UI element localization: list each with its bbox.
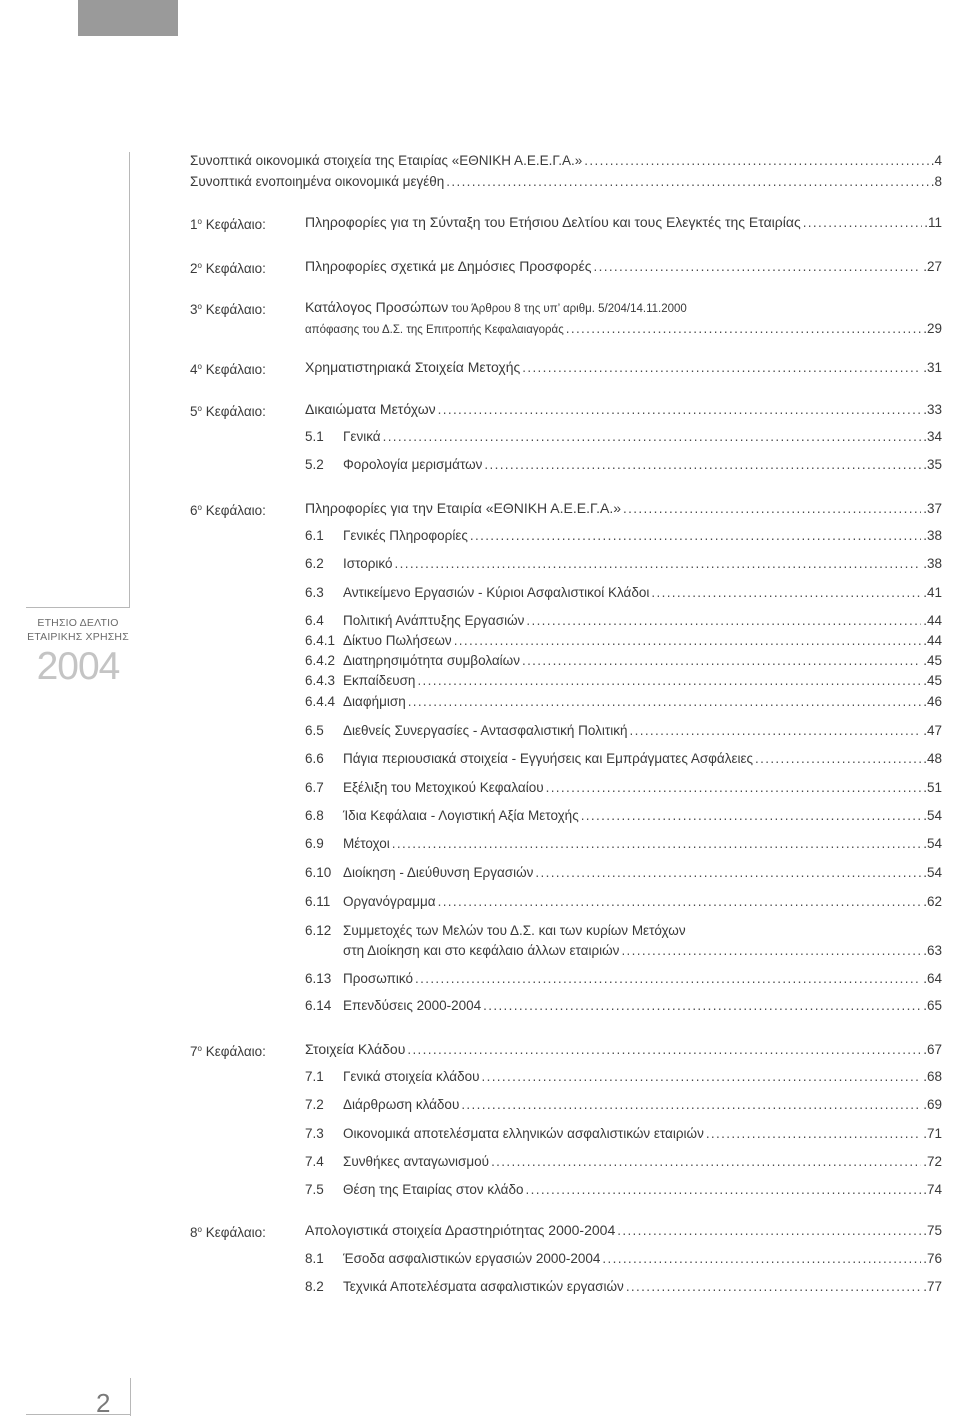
entry-page: .38 (923, 528, 942, 543)
section-title: Δίκτυο Πωλήσεων (343, 633, 452, 648)
dot-leader (438, 401, 922, 419)
report-title-line1: ΕΤΗΣΙΟ ΔΕΛΤΙΟ (37, 617, 119, 629)
section-entry[interactable] (305, 527, 942, 545)
section-title: Εξέλιξη του Μετοχικού Κεφαλαίου (343, 780, 544, 795)
section-number: 6.4.4 (305, 694, 336, 709)
chapter-title: Πληροφορίες για τη Σύνταξη του Ετήσιου Δελτίου και τους Ελεγκτές της Εταιρίας (305, 214, 801, 230)
entry-page: .41 (923, 585, 942, 600)
section-number: 6.4.2 (305, 653, 336, 668)
entry-page: .31 (923, 360, 942, 375)
section-entry[interactable] (305, 456, 942, 474)
entry-page: .67 (923, 1042, 942, 1057)
chapter-word: Κεφάλαιο: (201, 217, 266, 232)
section-title[interactable] (305, 922, 686, 940)
section-title: Πολιτική Ανάπτυξης Εργασιών (343, 613, 525, 628)
report-title-line2: ΕΤΑΙΡΙΚΗΣ ΧΡΗΣΗΣ (27, 631, 129, 643)
section-number: 6.12 (305, 923, 332, 938)
dot-leader (461, 1096, 921, 1114)
dot-leader (522, 652, 921, 670)
dot-leader (482, 1068, 922, 1086)
section-title: Διαφήμιση (343, 694, 406, 709)
entry-title: Συνοπτικά οικονομικά στοιχεία της Εταιρίας «ΕΘΝΙΚΗ Α.Ε.Ε.Γ.Α.» (190, 153, 583, 168)
section-entry[interactable] (305, 970, 942, 988)
section-title: Οικονομικά αποτελέσματα ελληνικών ασφαλιστικών εταιριών (343, 1126, 704, 1141)
dot-leader (484, 456, 921, 474)
dot-leader (408, 693, 922, 711)
chapter-word: Κεφάλαιο: (201, 503, 266, 518)
section-title: Οργανόγραμμα (343, 894, 436, 909)
entry-page: .63 (923, 943, 942, 958)
dot-leader (602, 1250, 921, 1268)
chapter-title[interactable] (305, 298, 687, 318)
chapter-label (190, 1221, 266, 1242)
section-title: Τεχνικά Αποτελέσματα ασφαλιστικών εργασιών (343, 1279, 624, 1294)
chapter-word: Κεφάλαιο: (201, 404, 266, 419)
section-entry[interactable] (305, 693, 942, 711)
section-number: 6.7 (305, 780, 324, 795)
chapter-ordinal: ο (197, 362, 202, 371)
chapter-label (190, 213, 266, 234)
section-title: Ίδια Κεφάλαια - Λογιστική Αξία Μετοχής (343, 808, 579, 823)
section-title: Έσοδα ασφαλιστικών εργασιών 2000-2004 (343, 1251, 601, 1266)
entry-page: .33 (923, 402, 942, 417)
entry-page: .75 (923, 1223, 942, 1238)
dot-leader (706, 1125, 921, 1143)
entry-page: .29 (923, 321, 942, 336)
dot-leader (626, 1278, 921, 1296)
section-number: 6.10 (305, 865, 332, 880)
section-number: 7.1 (305, 1069, 324, 1084)
dot-leader (526, 1181, 922, 1199)
section-title: Διατηρησιμότητα συμβολαίων (343, 653, 520, 668)
section-title: Μέτοχοι (343, 836, 390, 851)
section-title: Διεθνείς Συνεργασίες - Αντασφαλιστική Πολιτική (343, 723, 628, 738)
section-title: Πάγια περιουσιακά στοιχεία - Εγγυήσεις και Εμπράγματες Ασφάλειες (343, 751, 754, 766)
section-entry[interactable] (305, 555, 942, 573)
section-entry[interactable] (305, 807, 942, 825)
section-entry[interactable] (305, 584, 942, 602)
section-number: 8.2 (305, 1279, 324, 1294)
chapter-number: 5 (190, 404, 198, 419)
section-number: 6.3 (305, 585, 324, 600)
section-title-text: Συμμετοχές των Μελών του Δ.Σ. και των κυρίων Μετόχων (343, 923, 686, 938)
chapter-number: 1 (190, 217, 198, 232)
entry-page: .37 (923, 501, 942, 516)
section-number: 6.13 (305, 971, 332, 986)
section-number: 6.4 (305, 613, 324, 628)
entry-page: .44 (923, 613, 942, 628)
section-title: Εκπαίδευση (343, 673, 416, 688)
section-title: Θέση της Εταιρίας στον κλάδο (343, 1182, 524, 1197)
section-entry[interactable] (305, 612, 942, 630)
chapter-word: Κεφάλαιο: (201, 261, 266, 276)
entry-page: .71 (923, 1126, 942, 1141)
dot-leader (483, 997, 921, 1015)
chapter-ordinal: ο (197, 302, 202, 311)
dot-leader (470, 527, 921, 545)
dot-leader (392, 835, 921, 853)
section-title-continued: στη Διοίκηση και στο κεφάλαιο άλλων εταιριών (343, 943, 620, 958)
chapter-title: Δικαιώματα Μετόχων (305, 401, 436, 417)
section-entry[interactable] (305, 864, 942, 882)
entry-page: .62 (923, 894, 942, 909)
section-number: 5.1 (305, 429, 324, 444)
chapter-title-main: Κατάλογος Προσώπων (305, 299, 449, 315)
chapter-number: 7 (190, 1044, 198, 1059)
dot-leader (491, 1153, 921, 1171)
dot-leader (395, 555, 922, 573)
chapter-entry[interactable] (305, 400, 942, 418)
report-year: 2004 (36, 645, 120, 688)
section-number: 7.5 (305, 1182, 324, 1197)
dot-leader (383, 428, 922, 446)
section-entry[interactable] (305, 893, 942, 911)
entry-page: .34 (923, 429, 942, 444)
section-title: Αντικείμενο Εργασιών - Κύριοι Ασφαλιστικοί Κλάδοι (343, 585, 650, 600)
dot-leader (417, 672, 921, 690)
section-title: Γενικά στοιχεία κλάδου (343, 1069, 480, 1084)
section-number: 6.4.1 (305, 633, 336, 648)
section-entry[interactable] (305, 835, 942, 853)
section-title: Ιστορικό (343, 556, 393, 571)
section-number: 7.2 (305, 1097, 324, 1112)
section-number: 6.14 (305, 998, 332, 1013)
chapter-label (190, 358, 266, 379)
chapter-title: Πληροφορίες σχετικά με Δημόσιες Προσφορές (305, 258, 592, 274)
chapter-title: Πληροφορίες για την Εταιρία «ΕΘΝΙΚΗ Α.Ε.Ε.Γ.Α.» (305, 500, 622, 516)
entry-page: .76 (923, 1251, 942, 1266)
dot-leader (651, 584, 921, 602)
entry-page: .54 (923, 808, 942, 823)
chapter-title-continued: απόφασης του Δ.Σ. της Επιτροπής Κεφαλαιαγοράς (305, 324, 564, 336)
section-entry[interactable] (305, 428, 942, 446)
section-title: Γενικά (343, 429, 381, 444)
entry-page: .46 (923, 694, 942, 709)
section-entry[interactable] (305, 1278, 942, 1296)
entry-page: .54 (923, 836, 942, 851)
dot-leader (803, 214, 923, 232)
section-number: 6.1 (305, 528, 324, 543)
chapter-label (190, 1040, 266, 1061)
chapter-number: 6 (190, 503, 198, 518)
chapter-number: 4 (190, 362, 198, 377)
chapter-entry[interactable] (305, 1040, 942, 1058)
dot-leader (755, 750, 921, 768)
section-title: Φορολογία μερισμάτων (343, 457, 483, 472)
entry-page: .27 (923, 259, 942, 274)
entry-page: .68 (923, 1069, 942, 1084)
section-entry[interactable] (305, 672, 942, 690)
section-entry[interactable] (305, 779, 942, 797)
section-entry[interactable] (305, 632, 942, 650)
dot-leader (526, 612, 921, 630)
section-number: 6.9 (305, 836, 324, 851)
dot-leader (454, 632, 922, 650)
chapter-ordinal: ο (197, 404, 202, 413)
dot-leader (438, 893, 922, 911)
section-entry[interactable] (305, 1068, 942, 1086)
section-number: 8.1 (305, 1251, 324, 1266)
chapter-number: 2 (190, 261, 198, 276)
dot-leader (566, 320, 921, 338)
entry-page: .8 (930, 174, 942, 189)
chapter-label (190, 400, 266, 421)
chapter-entry[interactable] (305, 499, 942, 517)
entry-page: .65 (923, 998, 942, 1013)
section-entry[interactable] (305, 1153, 942, 1171)
chapter-ordinal: ο (197, 217, 202, 226)
dot-leader (581, 807, 922, 825)
entry-page: .11 (924, 215, 942, 230)
toc-intro-entry[interactable] (190, 152, 942, 170)
chapter-title: Στοιχεία Κλάδου (305, 1041, 406, 1057)
chapter-title: Χρηματιστηριακά Στοιχεία Μετοχής (305, 359, 521, 375)
section-entry[interactable] (305, 1096, 942, 1114)
dot-leader (630, 722, 922, 740)
dot-leader (584, 152, 928, 170)
section-entry[interactable] (305, 722, 942, 740)
section-title: Γενικές Πληροφορίες (343, 528, 468, 543)
entry-page: .54 (923, 865, 942, 880)
section-number: 6.8 (305, 808, 324, 823)
chapter-word: Κεφάλαιο: (201, 1044, 266, 1059)
entry-page: .74 (923, 1182, 942, 1197)
section-entry[interactable] (305, 750, 942, 768)
section-number: 6.6 (305, 751, 324, 766)
dot-leader (415, 970, 921, 988)
chapter-entry[interactable] (305, 1221, 942, 1239)
section-number: 6.5 (305, 723, 324, 738)
chapter-ordinal: ο (197, 1225, 202, 1234)
dot-leader (594, 258, 922, 276)
entry-page: .77 (923, 1279, 942, 1294)
section-number: 5.2 (305, 457, 324, 472)
section-entry[interactable] (305, 1250, 942, 1268)
dot-leader (617, 1222, 921, 1240)
chapter-ordinal: ο (197, 261, 202, 270)
section-entry[interactable] (305, 652, 942, 670)
page-number: 2 (96, 1388, 111, 1418)
entry-page: .69 (923, 1097, 942, 1112)
dot-leader (522, 359, 921, 377)
entry-page: .64 (923, 971, 942, 986)
section-title: Συνθήκες ανταγωνισμού (343, 1154, 490, 1169)
chapter-word: Κεφάλαιο: (201, 362, 266, 377)
chapter-label (190, 499, 266, 520)
section-title: Διάρθρωση κλάδου (343, 1097, 460, 1112)
dot-leader (407, 1041, 921, 1059)
chapter-ordinal: ο (197, 1044, 202, 1053)
chapter-number: 8 (190, 1225, 198, 1240)
chapter-label (190, 257, 266, 278)
section-entry[interactable] (305, 1125, 942, 1143)
entry-page: .72 (923, 1154, 942, 1169)
dot-leader (623, 500, 921, 518)
chapter-entry[interactable] (305, 257, 942, 275)
entry-page: .35 (923, 457, 942, 472)
toc-intro-entry[interactable] (190, 173, 942, 191)
entry-title: Συνοπτικά ενοποιημένα οικονομικά μεγέθη (190, 174, 445, 189)
entry-page: .48 (923, 751, 942, 766)
section-title: Επενδύσεις 2000-2004 (343, 998, 482, 1013)
entry-page: .38 (923, 556, 942, 571)
dot-leader (621, 942, 921, 960)
entry-page: .45 (923, 673, 942, 688)
chapter-title: Απολογιστικά στοιχεία Δραστηριότητας 2000-2004 (305, 1222, 616, 1238)
chapter-label (190, 298, 266, 319)
section-number: 6.4.3 (305, 673, 336, 688)
dot-leader (546, 779, 922, 797)
section-title: Προσωπικό (343, 971, 414, 986)
section-number: 7.4 (305, 1154, 324, 1169)
entry-page: .51 (923, 780, 942, 795)
chapter-entry[interactable] (305, 213, 942, 231)
chapter-ordinal: ο (197, 503, 202, 512)
entry-page: .47 (923, 723, 942, 738)
entry-page: .44 (923, 633, 942, 648)
section-number: 6.11 (305, 894, 331, 909)
section-entry[interactable] (305, 997, 942, 1015)
entry-page: .4 (930, 153, 942, 168)
dot-leader (535, 864, 921, 882)
chapter-entry[interactable] (305, 358, 942, 376)
chapter-word: Κεφάλαιο: (201, 1225, 266, 1240)
section-entry[interactable] (305, 1181, 942, 1199)
chapter-number: 3 (190, 302, 198, 317)
section-number: 7.3 (305, 1126, 324, 1141)
entry-page: .45 (923, 653, 942, 668)
chapter-word: Κεφάλαιο: (201, 302, 266, 317)
dot-leader (446, 173, 928, 191)
chapter-title-line2[interactable] (305, 320, 942, 338)
chapter-title-note: του Άρθρου 8 της υπ’ αριθμ. 5/204/14.11.2000 (448, 303, 687, 315)
section-title-line2[interactable] (343, 942, 942, 960)
section-number: 6.2 (305, 556, 324, 571)
section-title: Διοίκηση - Διεύθυνση Εργασιών (343, 865, 534, 880)
